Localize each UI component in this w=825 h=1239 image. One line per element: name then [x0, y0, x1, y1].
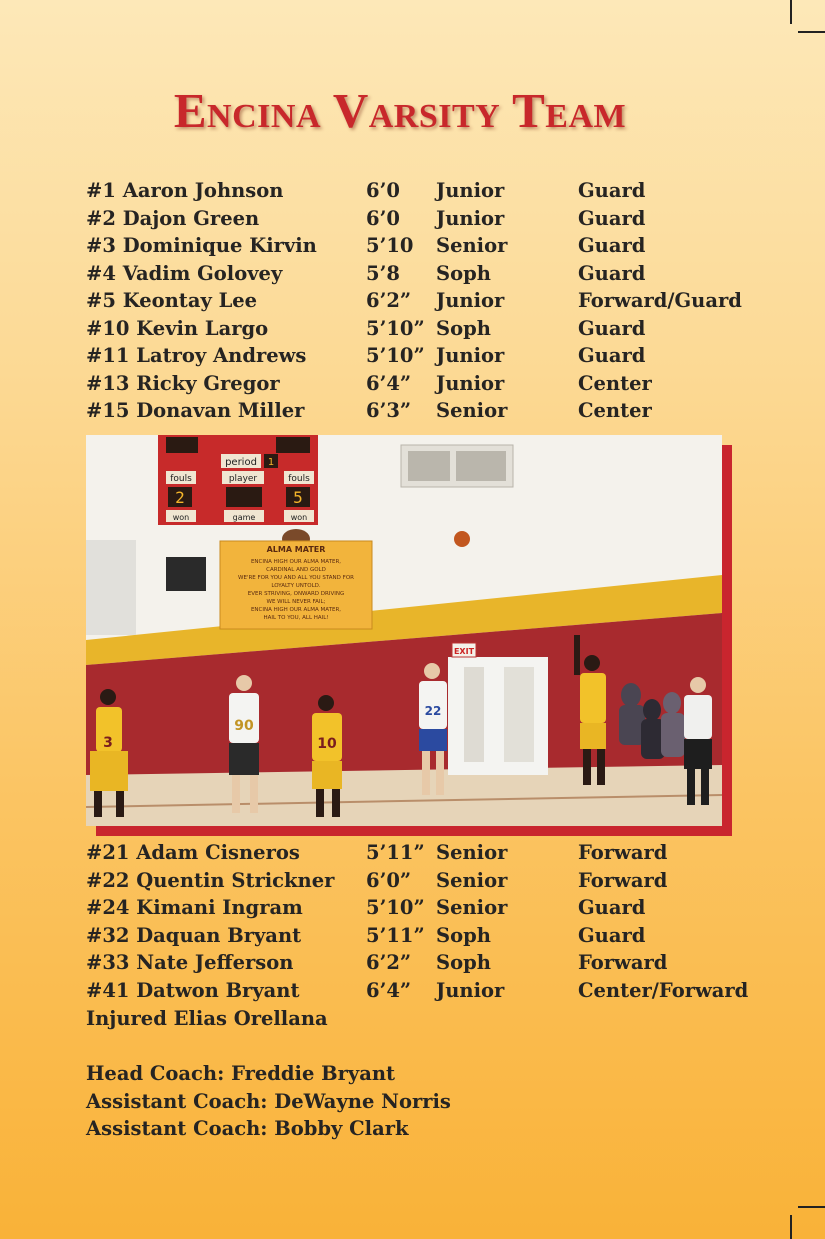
player-position: Guard — [578, 316, 646, 340]
scoreboard-player-label: player — [228, 474, 258, 484]
player-height: 5’10” — [366, 896, 425, 919]
player-year: Soph — [436, 316, 491, 340]
player-height: 6’0 — [366, 206, 400, 230]
player-name: #15 Donavan Miller — [86, 399, 305, 422]
head-coach: Head Coach: Freddie Bryant — [86, 1062, 396, 1085]
player-year: Soph — [436, 923, 491, 947]
banner-line-6: WE WILL NEVER FAIL; — [266, 599, 326, 605]
player-year: Junior — [436, 371, 505, 395]
page-title: Encina Varsity Team — [173, 83, 627, 138]
scoreboard-fouls-left-label: fouls — [170, 474, 192, 484]
assistant-coach-2: Assistant Coach: Bobby Clark — [86, 1117, 409, 1140]
scoreboard-won-right: won — [290, 513, 308, 522]
player-height: 5’10 — [366, 234, 414, 257]
player-year: Junior — [436, 978, 505, 1002]
banner-line-5: EVER STRIVING, ONWARD DRIVING — [247, 591, 345, 597]
player-year: Senior — [436, 234, 508, 257]
player-name: #22 Quentin Strickner — [86, 868, 335, 892]
player-height: 6’2” — [366, 289, 412, 312]
scoreboard-right-fouls: 5 — [293, 488, 303, 507]
player-height: 5’11” — [366, 841, 425, 864]
alma-mater-banner — [220, 529, 372, 629]
jersey-10: 10 — [317, 736, 337, 752]
player-position: Guard — [578, 344, 646, 367]
player-year: Senior — [436, 841, 508, 864]
player-position: Center — [578, 371, 652, 395]
player-name: #10 Kevin Largo — [86, 316, 269, 340]
banner-title: ALMA MATER — [266, 545, 326, 554]
banner-line-8: HAIL TO YOU, ALL HAIL! — [263, 615, 329, 621]
banner-line-1: ENCINA HIGH OUR ALMA MATER, — [250, 559, 342, 565]
player-year: Junior — [436, 344, 505, 367]
player-height: 6’4” — [366, 371, 412, 395]
player-height: 5’11” — [366, 923, 425, 947]
scoreboard-period: 1 — [267, 457, 275, 468]
player-position: Guard — [578, 923, 646, 947]
player-year: Junior — [436, 179, 505, 202]
player-name: #24 Kimani Ingram — [86, 896, 303, 919]
player-height: 6’0 — [366, 179, 400, 202]
crop-mark-bottom-vertical — [790, 1215, 792, 1239]
player-name: #11 Latroy Andrews — [86, 344, 307, 367]
coaching-staff — [86, 1062, 451, 1145]
jersey-3: 3 — [103, 735, 113, 751]
player-name: #13 Ricky Gregor — [86, 371, 280, 395]
crop-mark-top-horizontal — [798, 31, 825, 33]
assistant-coach-1: Assistant Coach: DeWayne Norris — [86, 1089, 451, 1113]
player-year: Senior — [436, 399, 508, 422]
player-year: Senior — [436, 868, 508, 892]
scoreboard-period-label: period — [225, 457, 257, 468]
player-height: 5’10” — [366, 344, 425, 367]
team-photo — [86, 435, 722, 826]
banner-line-7: ENCINA HIGH OUR ALMA MATER, — [250, 607, 342, 613]
basketball-icon — [454, 531, 470, 547]
player-name: #1 Aaron Johnson — [86, 179, 284, 202]
player-position: Guard — [578, 179, 646, 202]
player-height: 6’4” — [366, 978, 412, 1002]
player-name: #5 Keontay Lee — [86, 289, 258, 312]
player-year: Soph — [436, 951, 491, 974]
jersey-22: 22 — [424, 704, 442, 718]
player-name: #32 Daquan Bryant — [86, 923, 302, 947]
player-position: Forward — [578, 841, 668, 864]
player-height: 6’0” — [366, 868, 412, 892]
jersey-90: 90 — [234, 718, 254, 734]
scoreboard — [158, 435, 318, 525]
scoreboard-fouls-right-label: fouls — [288, 474, 310, 484]
injured-note: Injured Elias Orellana — [86, 1007, 328, 1030]
player-year: Soph — [436, 261, 491, 285]
player-position: Center — [578, 399, 652, 422]
crop-mark-top-vertical — [790, 0, 792, 24]
player-height: 5’10” — [366, 316, 425, 340]
exit-sign: EXIT — [453, 647, 475, 656]
banner-line-4: LOYALTY UNTOLD. — [271, 583, 321, 589]
player-year: Senior — [436, 896, 508, 919]
player-height: 5’8 — [366, 261, 400, 285]
player-position: Forward — [578, 951, 668, 974]
player-position: Guard — [578, 206, 646, 230]
scoreboard-game-label: game — [232, 513, 256, 522]
banner-line-3: WE'RE FOR YOU AND ALL YOU STAND FOR — [238, 575, 354, 581]
player-height: 6’3” — [366, 399, 412, 422]
player-name: #33 Nate Jefferson — [86, 951, 294, 974]
player-height: 6’2” — [366, 951, 412, 974]
player-year: Junior — [436, 206, 505, 230]
scoreboard-won-left: won — [172, 513, 190, 522]
player-name: #2 Dajon Green — [86, 206, 260, 230]
banner-line-2: CARDINAL AND GOLD — [266, 567, 326, 573]
player-position: Guard — [578, 234, 646, 257]
player-name: #3 Dominique Kirvin — [86, 234, 317, 257]
player-position: Forward — [578, 868, 668, 892]
player-position: Guard — [578, 261, 646, 285]
player-name: #4 Vadim Golovey — [86, 261, 283, 285]
scoreboard-left-fouls: 2 — [175, 488, 185, 507]
crop-mark-bottom-horizontal — [798, 1206, 825, 1208]
player-name: #21 Adam Cisneros — [86, 841, 300, 864]
player-position: Guard — [578, 896, 646, 919]
player-year: Junior — [436, 289, 505, 312]
player-position: Center/Forward — [578, 978, 749, 1002]
player-name: #41 Datwon Bryant — [86, 978, 300, 1002]
player-position: Forward/Guard — [578, 289, 742, 312]
